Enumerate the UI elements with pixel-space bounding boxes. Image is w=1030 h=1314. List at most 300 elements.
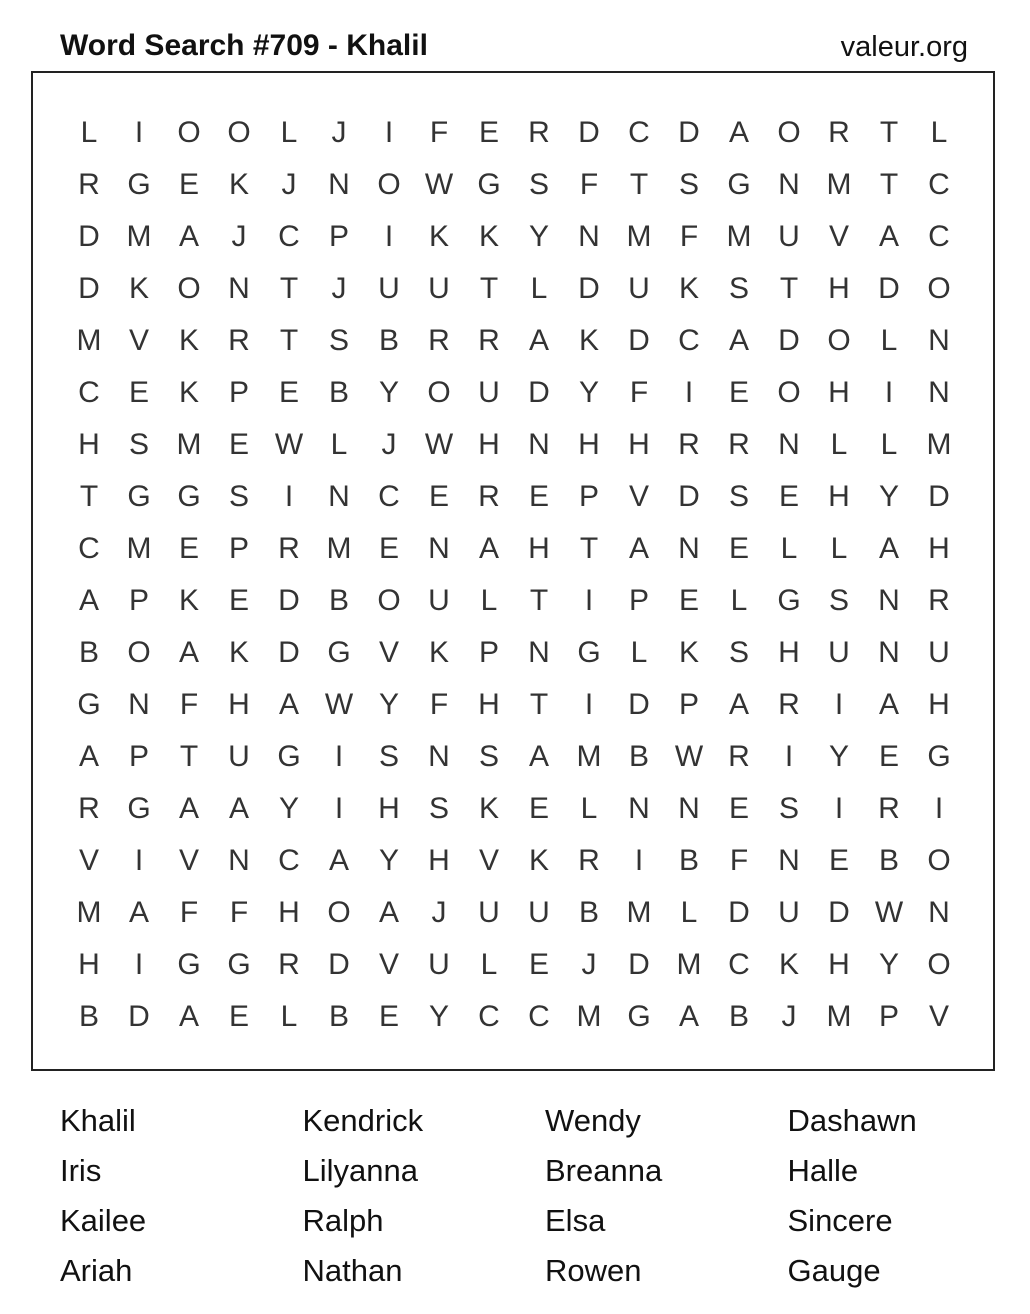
grid-cell[interactable]: Y	[528, 220, 549, 253]
grid-cell[interactable]: N	[678, 792, 700, 825]
grid-cell[interactable]: Y	[378, 844, 399, 877]
grid-cell[interactable]: C	[728, 948, 750, 981]
grid-cell[interactable]: F	[429, 688, 449, 721]
grid-cell[interactable]: K	[428, 636, 449, 669]
grid-cell[interactable]: L	[280, 116, 298, 149]
grid-cell[interactable]: V	[78, 844, 99, 877]
grid-cell[interactable]: T	[579, 532, 599, 565]
grid-cell[interactable]: U	[428, 948, 450, 981]
grid-cell[interactable]: R	[778, 688, 800, 721]
grid-cell[interactable]: K	[178, 584, 199, 617]
grid-cell[interactable]: D	[278, 636, 300, 669]
grid-cell[interactable]: W	[674, 740, 704, 773]
grid-cell[interactable]: M	[626, 896, 652, 929]
grid-cell[interactable]: N	[928, 376, 950, 409]
grid-cell[interactable]: U	[428, 584, 450, 617]
grid-cell[interactable]: P	[328, 220, 349, 253]
grid-cell[interactable]: M	[926, 428, 952, 461]
grid-cell[interactable]: L	[630, 636, 648, 669]
grid-cell[interactable]: E	[528, 480, 549, 513]
grid-cell[interactable]: L	[480, 948, 498, 981]
grid-cell[interactable]: V	[478, 844, 499, 877]
grid-cell[interactable]: A	[528, 324, 549, 357]
grid-cell[interactable]: I	[134, 948, 144, 981]
grid-cell[interactable]: T	[79, 480, 99, 513]
grid-cell[interactable]: K	[178, 324, 199, 357]
grid-cell[interactable]: G	[127, 792, 151, 825]
grid-cell[interactable]: U	[428, 272, 450, 305]
grid-cell[interactable]: Y	[878, 480, 899, 513]
grid-cell[interactable]: R	[928, 584, 950, 617]
grid-cell[interactable]: T	[279, 272, 299, 305]
grid-cell[interactable]: P	[678, 688, 699, 721]
grid-cell[interactable]: I	[584, 584, 594, 617]
grid-cell[interactable]: H	[628, 428, 650, 461]
grid-cell[interactable]: M	[576, 740, 602, 773]
grid-cell[interactable]: G	[577, 636, 601, 669]
grid-cell[interactable]: E	[178, 168, 199, 201]
grid-cell[interactable]: L	[830, 428, 848, 461]
grid-cell[interactable]: S	[228, 480, 249, 513]
grid-cell[interactable]: N	[428, 532, 450, 565]
grid-cell[interactable]: P	[228, 376, 249, 409]
grid-cell[interactable]: K	[178, 376, 199, 409]
grid-cell[interactable]: H	[478, 428, 500, 461]
grid-cell[interactable]: G	[277, 740, 301, 773]
grid-cell[interactable]: M	[826, 1000, 852, 1033]
grid-cell[interactable]: L	[330, 428, 348, 461]
grid-cell[interactable]: N	[228, 272, 250, 305]
grid-cell[interactable]: D	[728, 896, 750, 929]
grid-cell[interactable]: M	[126, 220, 152, 253]
grid-cell[interactable]: O	[427, 376, 451, 409]
grid-cell[interactable]: M	[176, 428, 202, 461]
grid-cell[interactable]: A	[78, 584, 99, 617]
grid-cell[interactable]: R	[828, 116, 850, 149]
grid-cell[interactable]: P	[228, 532, 249, 565]
grid-cell[interactable]: C	[478, 1000, 500, 1033]
grid-cell[interactable]: H	[478, 688, 500, 721]
grid-cell[interactable]: A	[378, 896, 399, 929]
grid-cell[interactable]: G	[127, 480, 151, 513]
grid-cell[interactable]: J	[281, 168, 297, 201]
grid-cell[interactable]: O	[127, 636, 151, 669]
grid-cell[interactable]: A	[178, 792, 199, 825]
grid-cell[interactable]: K	[778, 948, 799, 981]
grid-cell[interactable]: G	[327, 636, 351, 669]
grid-cell[interactable]: I	[384, 116, 394, 149]
grid-cell[interactable]: T	[529, 584, 549, 617]
grid-cell[interactable]: A	[678, 1000, 699, 1033]
grid-cell[interactable]: F	[179, 896, 199, 929]
grid-cell[interactable]: D	[78, 220, 100, 253]
grid-cell[interactable]: D	[128, 1000, 150, 1033]
grid-cell[interactable]: J	[781, 1000, 797, 1033]
grid-cell[interactable]: B	[78, 636, 99, 669]
grid-cell[interactable]: E	[378, 532, 399, 565]
grid-cell[interactable]: F	[429, 116, 449, 149]
grid-cell[interactable]: R	[78, 168, 100, 201]
grid-cell[interactable]: K	[478, 792, 499, 825]
grid-cell[interactable]: O	[777, 116, 801, 149]
grid-cell[interactable]: A	[128, 896, 149, 929]
grid-cell[interactable]: H	[78, 428, 100, 461]
grid-cell[interactable]: F	[679, 220, 699, 253]
grid-cell[interactable]: S	[528, 168, 549, 201]
grid-cell[interactable]: H	[828, 272, 850, 305]
grid-cell[interactable]: J	[381, 428, 397, 461]
grid-cell[interactable]: C	[78, 532, 100, 565]
grid-cell[interactable]: E	[278, 376, 299, 409]
grid-cell[interactable]: N	[678, 532, 700, 565]
grid-cell[interactable]: J	[231, 220, 247, 253]
grid-cell[interactable]: H	[78, 948, 100, 981]
grid-cell[interactable]: D	[628, 948, 650, 981]
grid-cell[interactable]: L	[80, 116, 98, 149]
grid-cell[interactable]: F	[229, 896, 249, 929]
grid-cell[interactable]: A	[728, 688, 749, 721]
grid-cell[interactable]: W	[424, 428, 454, 461]
grid-cell[interactable]: E	[778, 480, 799, 513]
grid-cell[interactable]: H	[928, 688, 950, 721]
grid-cell[interactable]: J	[581, 948, 597, 981]
grid-cell[interactable]: C	[678, 324, 700, 357]
grid-cell[interactable]: A	[328, 844, 349, 877]
grid-cell[interactable]: A	[628, 532, 649, 565]
grid-cell[interactable]: R	[478, 480, 500, 513]
grid-cell[interactable]: L	[880, 324, 898, 357]
grid-cell[interactable]: N	[328, 168, 350, 201]
grid-cell[interactable]: U	[228, 740, 250, 773]
grid-cell[interactable]: R	[278, 532, 300, 565]
grid-cell[interactable]: J	[331, 272, 347, 305]
grid-cell[interactable]: P	[128, 740, 149, 773]
grid-cell[interactable]: T	[179, 740, 199, 773]
grid-cell[interactable]: B	[678, 844, 699, 877]
grid-cell[interactable]: K	[578, 324, 599, 357]
grid-cell[interactable]: C	[628, 116, 650, 149]
grid-cell[interactable]: N	[928, 324, 950, 357]
grid-cell[interactable]: C	[278, 844, 300, 877]
grid-cell[interactable]: A	[178, 1000, 199, 1033]
grid-cell[interactable]: L	[930, 116, 948, 149]
grid-cell[interactable]: M	[676, 948, 702, 981]
grid-cell[interactable]: S	[828, 584, 849, 617]
grid-cell[interactable]: C	[928, 220, 950, 253]
grid-cell[interactable]: M	[626, 220, 652, 253]
grid-cell[interactable]: R	[228, 324, 250, 357]
grid-cell[interactable]: H	[378, 792, 400, 825]
grid-cell[interactable]: G	[777, 584, 801, 617]
grid-cell[interactable]: U	[478, 376, 500, 409]
grid-cell[interactable]: D	[328, 948, 350, 981]
grid-cell[interactable]: M	[726, 220, 752, 253]
grid-cell[interactable]: D	[278, 584, 300, 617]
grid-cell[interactable]: B	[578, 896, 599, 929]
grid-cell[interactable]: S	[728, 480, 749, 513]
grid-cell[interactable]: Y	[278, 792, 299, 825]
grid-cell[interactable]: B	[78, 1000, 99, 1033]
grid-cell[interactable]: G	[177, 480, 201, 513]
grid-cell[interactable]: A	[228, 792, 249, 825]
grid-cell[interactable]: V	[628, 480, 649, 513]
grid-cell[interactable]: L	[830, 532, 848, 565]
grid-cell[interactable]: K	[228, 168, 249, 201]
grid-cell[interactable]: O	[177, 116, 201, 149]
grid-cell[interactable]: N	[578, 220, 600, 253]
grid-cell[interactable]: P	[628, 584, 649, 617]
grid-cell[interactable]: F	[629, 376, 649, 409]
grid-cell[interactable]: L	[580, 792, 598, 825]
grid-cell[interactable]: D	[828, 896, 850, 929]
grid-cell[interactable]: B	[728, 1000, 749, 1033]
grid-cell[interactable]: E	[228, 428, 249, 461]
grid-cell[interactable]: E	[478, 116, 499, 149]
grid-cell[interactable]: L	[530, 272, 548, 305]
grid-cell[interactable]: A	[528, 740, 549, 773]
grid-cell[interactable]: E	[728, 532, 749, 565]
grid-cell[interactable]: L	[280, 1000, 298, 1033]
grid-cell[interactable]: K	[478, 220, 499, 253]
grid-cell[interactable]: N	[528, 428, 550, 461]
grid-cell[interactable]: S	[678, 168, 699, 201]
grid-cell[interactable]: T	[779, 272, 799, 305]
grid-cell[interactable]: I	[884, 376, 894, 409]
grid-cell[interactable]: G	[127, 168, 151, 201]
grid-cell[interactable]: A	[878, 220, 899, 253]
grid-cell[interactable]: U	[828, 636, 850, 669]
grid-cell[interactable]: N	[528, 636, 550, 669]
grid-cell[interactable]: N	[778, 844, 800, 877]
grid-cell[interactable]: I	[584, 688, 594, 721]
grid-cell[interactable]: E	[678, 584, 699, 617]
grid-cell[interactable]: I	[134, 844, 144, 877]
grid-cell[interactable]: E	[128, 376, 149, 409]
grid-cell[interactable]: H	[528, 532, 550, 565]
grid-cell[interactable]: N	[778, 428, 800, 461]
grid-cell[interactable]: U	[778, 220, 800, 253]
grid-cell[interactable]: H	[778, 636, 800, 669]
grid-cell[interactable]: T	[479, 272, 499, 305]
grid-cell[interactable]: N	[778, 168, 800, 201]
grid-cell[interactable]: D	[678, 480, 700, 513]
grid-cell[interactable]: S	[428, 792, 449, 825]
grid-cell[interactable]: K	[528, 844, 549, 877]
grid-cell[interactable]: B	[328, 1000, 349, 1033]
grid-cell[interactable]: M	[126, 532, 152, 565]
grid-cell[interactable]: M	[576, 1000, 602, 1033]
grid-cell[interactable]: A	[78, 740, 99, 773]
grid-cell[interactable]: J	[431, 896, 447, 929]
grid-cell[interactable]: D	[878, 272, 900, 305]
grid-cell[interactable]: A	[878, 688, 899, 721]
grid-cell[interactable]: N	[428, 740, 450, 773]
grid-cell[interactable]: I	[934, 792, 944, 825]
grid-cell[interactable]: T	[629, 168, 649, 201]
grid-cell[interactable]: T	[879, 168, 899, 201]
grid-cell[interactable]: G	[477, 168, 501, 201]
grid-cell[interactable]: U	[628, 272, 650, 305]
grid-cell[interactable]: I	[384, 220, 394, 253]
grid-cell[interactable]: C	[528, 1000, 550, 1033]
grid-cell[interactable]: O	[777, 376, 801, 409]
grid-cell[interactable]: V	[178, 844, 199, 877]
grid-cell[interactable]: Y	[578, 376, 599, 409]
grid-cell[interactable]: R	[728, 428, 750, 461]
grid-cell[interactable]: B	[878, 844, 899, 877]
grid-cell[interactable]: H	[228, 688, 250, 721]
grid-cell[interactable]: G	[177, 948, 201, 981]
grid-cell[interactable]: I	[684, 376, 694, 409]
grid-cell[interactable]: T	[879, 116, 899, 149]
grid-cell[interactable]: N	[128, 688, 150, 721]
grid-cell[interactable]: E	[378, 1000, 399, 1033]
grid-cell[interactable]: E	[728, 792, 749, 825]
grid-cell[interactable]: I	[334, 792, 344, 825]
grid-cell[interactable]: E	[528, 792, 549, 825]
grid-cell[interactable]: A	[728, 324, 749, 357]
grid-cell[interactable]: W	[324, 688, 354, 721]
grid-cell[interactable]: D	[678, 116, 700, 149]
grid-cell[interactable]: B	[378, 324, 399, 357]
grid-cell[interactable]: M	[76, 896, 102, 929]
grid-cell[interactable]: I	[284, 480, 294, 513]
grid-cell[interactable]: Y	[378, 688, 399, 721]
grid-cell[interactable]: S	[728, 272, 749, 305]
grid-cell[interactable]: K	[428, 220, 449, 253]
grid-cell[interactable]: T	[529, 688, 549, 721]
grid-cell[interactable]: V	[378, 636, 399, 669]
grid-cell[interactable]: K	[228, 636, 249, 669]
grid-cell[interactable]: D	[528, 376, 550, 409]
grid-cell[interactable]: M	[76, 324, 102, 357]
grid-cell[interactable]: H	[828, 480, 850, 513]
grid-cell[interactable]: E	[428, 480, 449, 513]
grid-cell[interactable]: K	[678, 272, 699, 305]
grid-cell[interactable]: M	[326, 532, 352, 565]
grid-cell[interactable]: U	[528, 896, 550, 929]
grid-cell[interactable]: G	[927, 740, 951, 773]
grid-cell[interactable]: L	[780, 532, 798, 565]
grid-cell[interactable]: E	[228, 1000, 249, 1033]
grid-cell[interactable]: R	[478, 324, 500, 357]
grid-cell[interactable]: T	[279, 324, 299, 357]
grid-cell[interactable]: U	[478, 896, 500, 929]
grid-cell[interactable]: L	[730, 584, 748, 617]
grid-cell[interactable]: R	[428, 324, 450, 357]
grid-cell[interactable]: S	[478, 740, 499, 773]
grid-cell[interactable]: I	[634, 844, 644, 877]
grid-cell[interactable]: L	[680, 896, 698, 929]
grid-cell[interactable]: S	[728, 636, 749, 669]
grid-cell[interactable]: J	[331, 116, 347, 149]
grid-cell[interactable]: D	[778, 324, 800, 357]
grid-cell[interactable]: C	[928, 168, 950, 201]
grid-cell[interactable]: E	[528, 948, 549, 981]
grid-cell[interactable]: R	[278, 948, 300, 981]
grid-cell[interactable]: O	[927, 844, 951, 877]
grid-cell[interactable]: I	[784, 740, 794, 773]
grid-cell[interactable]: D	[578, 116, 600, 149]
grid-cell[interactable]: G	[627, 1000, 651, 1033]
grid-cell[interactable]: P	[478, 636, 499, 669]
grid-cell[interactable]: D	[628, 688, 650, 721]
grid-cell[interactable]: I	[334, 740, 344, 773]
grid-cell[interactable]: V	[828, 220, 849, 253]
grid-cell[interactable]: N	[878, 584, 900, 617]
grid-cell[interactable]: D	[78, 272, 100, 305]
grid-cell[interactable]: S	[128, 428, 149, 461]
grid-cell[interactable]: N	[328, 480, 350, 513]
grid-cell[interactable]: R	[78, 792, 100, 825]
grid-cell[interactable]: K	[678, 636, 699, 669]
grid-cell[interactable]: V	[378, 948, 399, 981]
grid-cell[interactable]: R	[528, 116, 550, 149]
grid-cell[interactable]: H	[928, 532, 950, 565]
grid-cell[interactable]: I	[834, 688, 844, 721]
grid-cell[interactable]: S	[778, 792, 799, 825]
grid-cell[interactable]: S	[378, 740, 399, 773]
grid-cell[interactable]: U	[378, 272, 400, 305]
grid-cell[interactable]: O	[327, 896, 351, 929]
grid-cell[interactable]: H	[828, 948, 850, 981]
grid-cell[interactable]: M	[826, 168, 852, 201]
grid-cell[interactable]: O	[377, 584, 401, 617]
grid-cell[interactable]: D	[928, 480, 950, 513]
grid-cell[interactable]: F	[579, 168, 599, 201]
grid-cell[interactable]: H	[278, 896, 300, 929]
grid-cell[interactable]: H	[828, 376, 850, 409]
grid-cell[interactable]: E	[828, 844, 849, 877]
grid-cell[interactable]: G	[727, 168, 751, 201]
grid-cell[interactable]: F	[729, 844, 749, 877]
grid-cell[interactable]: N	[228, 844, 250, 877]
grid-cell[interactable]: N	[878, 636, 900, 669]
grid-cell[interactable]: R	[878, 792, 900, 825]
grid-cell[interactable]: P	[128, 584, 149, 617]
grid-cell[interactable]: D	[578, 272, 600, 305]
grid-cell[interactable]: W	[874, 896, 904, 929]
grid-cell[interactable]: N	[928, 896, 950, 929]
grid-cell[interactable]: O	[377, 168, 401, 201]
grid-cell[interactable]: G	[77, 688, 101, 721]
grid-cell[interactable]: B	[328, 376, 349, 409]
grid-cell[interactable]: O	[227, 116, 251, 149]
grid-cell[interactable]: I	[834, 792, 844, 825]
grid-cell[interactable]: A	[478, 532, 499, 565]
grid-cell[interactable]: R	[728, 740, 750, 773]
grid-cell[interactable]: O	[927, 948, 951, 981]
grid-cell[interactable]: C	[78, 376, 100, 409]
grid-cell[interactable]: A	[728, 116, 749, 149]
grid-cell[interactable]: E	[878, 740, 899, 773]
grid-cell[interactable]: E	[178, 532, 199, 565]
grid-cell[interactable]: O	[177, 272, 201, 305]
grid-cell[interactable]: U	[778, 896, 800, 929]
grid-cell[interactable]: C	[278, 220, 300, 253]
grid-cell[interactable]: H	[578, 428, 600, 461]
grid-cell[interactable]: F	[179, 688, 199, 721]
grid-cell[interactable]: E	[728, 376, 749, 409]
grid-cell[interactable]: O	[827, 324, 851, 357]
grid-cell[interactable]: V	[928, 1000, 949, 1033]
grid-cell[interactable]: L	[880, 428, 898, 461]
grid-cell[interactable]: G	[227, 948, 251, 981]
grid-cell[interactable]: R	[578, 844, 600, 877]
grid-cell[interactable]: A	[178, 636, 199, 669]
grid-cell[interactable]: W	[424, 168, 454, 201]
grid-cell[interactable]: E	[228, 584, 249, 617]
